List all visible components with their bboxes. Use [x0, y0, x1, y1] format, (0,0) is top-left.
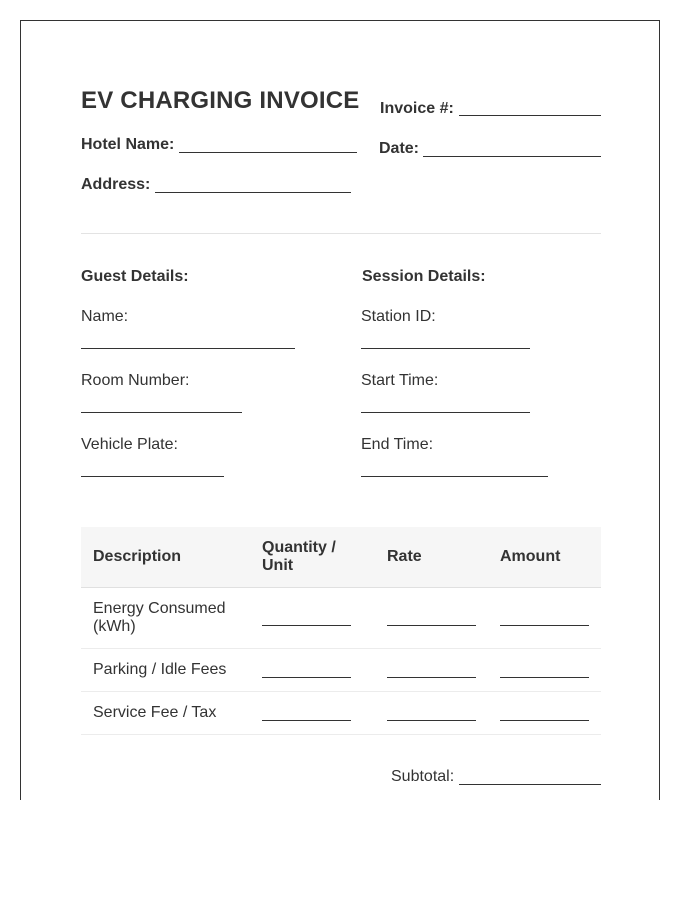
session-details-heading: Session Details: [362, 268, 486, 285]
hotel-name-field[interactable] [179, 152, 357, 153]
end-time-field[interactable] [361, 476, 548, 477]
amount-field[interactable] [500, 625, 589, 626]
table-row-divider [81, 734, 601, 735]
room-number-label: Room Number: [81, 372, 190, 389]
subtotal-label: Subtotal: [391, 768, 455, 785]
hotel-name-label: Hotel Name: [81, 136, 175, 153]
guest-name-field[interactable] [81, 348, 295, 349]
rate-field[interactable] [387, 677, 476, 678]
column-header-quantity: Quantity / Unit [262, 539, 336, 574]
vehicle-plate-label: Vehicle Plate: [81, 436, 178, 453]
table-row-divider [81, 648, 601, 649]
amount-field[interactable] [500, 677, 589, 678]
room-number-field[interactable] [81, 412, 242, 413]
vehicle-plate-field[interactable] [81, 476, 224, 477]
start-time-label: Start Time: [361, 372, 439, 389]
header-divider [81, 233, 601, 234]
date-label: Date: [379, 140, 420, 157]
column-header-description: Description [93, 548, 182, 565]
invoice-number-label: Invoice #: [380, 100, 454, 117]
table-row-description: Energy Consumed (kWh) [93, 600, 226, 635]
station-id-label: Station ID: [361, 308, 436, 325]
table-row-description: Parking / Idle Fees [93, 661, 227, 678]
start-time-field[interactable] [361, 412, 530, 413]
column-header-rate: Rate [387, 548, 422, 565]
quantity-field[interactable] [262, 677, 351, 678]
address-field[interactable] [155, 192, 351, 193]
rate-field[interactable] [387, 625, 476, 626]
quantity-field[interactable] [262, 720, 351, 721]
guest-name-label: Name: [81, 308, 129, 325]
table-header [81, 527, 601, 588]
amount-field[interactable] [500, 720, 589, 721]
rate-field[interactable] [387, 720, 476, 721]
table-row-divider [81, 691, 601, 692]
quantity-field[interactable] [262, 625, 351, 626]
invoice-page [20, 20, 660, 800]
column-header-amount: Amount [500, 548, 561, 565]
subtotal-field[interactable] [459, 784, 601, 785]
guest-details-heading: Guest Details: [81, 268, 189, 285]
station-id-field[interactable] [361, 348, 530, 349]
date-field[interactable] [423, 156, 601, 157]
end-time-label: End Time: [361, 436, 434, 453]
invoice-number-field[interactable] [459, 115, 601, 116]
invoice-title: EV CHARGING INVOICE [81, 87, 360, 114]
table-row-description: Service Fee / Tax [93, 704, 217, 721]
address-label: Address: [81, 176, 151, 193]
